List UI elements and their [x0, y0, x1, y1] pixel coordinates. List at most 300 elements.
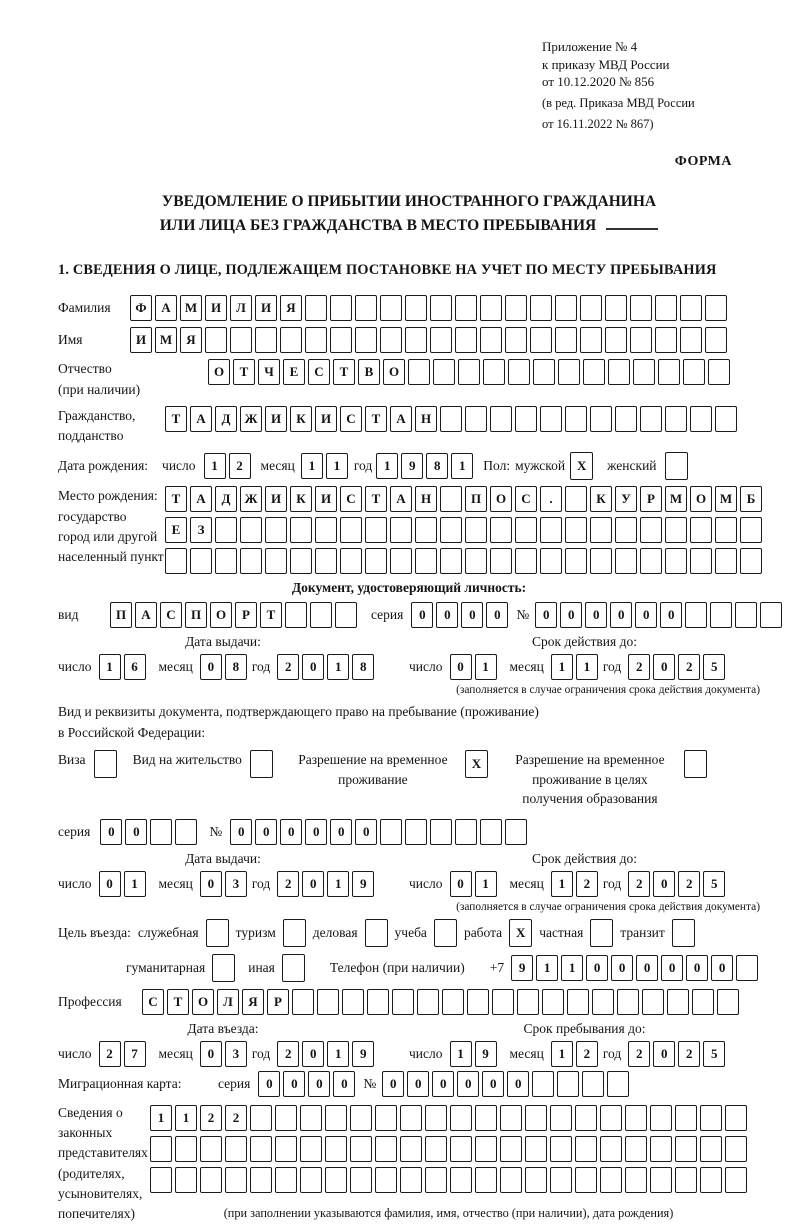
char-cell[interactable] — [405, 327, 427, 353]
char-cell[interactable] — [480, 819, 502, 845]
char-cell[interactable]: С — [515, 486, 537, 512]
char-cell[interactable] — [240, 517, 262, 543]
purpose-work-checkbox[interactable]: X — [509, 919, 532, 947]
char-cell[interactable] — [205, 327, 227, 353]
char-cell[interactable]: 0 — [457, 1071, 479, 1097]
char-cell[interactable] — [380, 295, 402, 321]
char-cell[interactable]: У — [615, 486, 637, 512]
char-cell[interactable]: 2 — [628, 1041, 650, 1067]
char-cell[interactable] — [250, 1136, 272, 1162]
char-cell[interactable]: Р — [640, 486, 662, 512]
char-cell[interactable] — [475, 1167, 497, 1193]
sex-female-checkbox[interactable] — [665, 452, 688, 480]
char-cell[interactable]: Я — [242, 989, 264, 1015]
char-cell[interactable]: А — [135, 602, 157, 628]
char-cell[interactable] — [275, 1105, 297, 1131]
char-cell[interactable] — [505, 295, 527, 321]
char-cell[interactable] — [225, 1167, 247, 1193]
char-cell[interactable] — [607, 1071, 629, 1097]
char-cell[interactable]: О — [210, 602, 232, 628]
char-cell[interactable] — [557, 1071, 579, 1097]
char-cell[interactable] — [325, 1105, 347, 1131]
char-cell[interactable] — [300, 1167, 322, 1193]
char-cell[interactable] — [515, 548, 537, 574]
char-cell[interactable] — [417, 989, 439, 1015]
char-cell[interactable]: О — [490, 486, 512, 512]
char-cell[interactable]: 5 — [703, 654, 725, 680]
char-cell[interactable]: 0 — [586, 955, 608, 981]
char-cell[interactable] — [515, 517, 537, 543]
char-cell[interactable] — [440, 517, 462, 543]
char-cell[interactable] — [685, 602, 707, 628]
char-cell[interactable] — [500, 1167, 522, 1193]
char-cell[interactable] — [265, 548, 287, 574]
char-cell[interactable]: 0 — [258, 1071, 280, 1097]
char-cell[interactable]: 1 — [451, 453, 473, 479]
char-cell[interactable] — [700, 1167, 722, 1193]
char-cell[interactable]: 8 — [426, 453, 448, 479]
residence-permit-checkbox[interactable] — [250, 750, 273, 778]
char-cell[interactable]: 9 — [352, 1041, 374, 1067]
char-cell[interactable]: Ф — [130, 295, 152, 321]
char-cell[interactable]: Т — [260, 602, 282, 628]
char-cell[interactable]: 0 — [535, 602, 557, 628]
char-cell[interactable] — [265, 517, 287, 543]
char-cell[interactable]: 0 — [200, 654, 222, 680]
char-cell[interactable] — [200, 1136, 222, 1162]
char-cell[interactable] — [650, 1136, 672, 1162]
char-cell[interactable]: Т — [365, 406, 387, 432]
char-cell[interactable]: Т — [167, 989, 189, 1015]
char-cell[interactable] — [575, 1136, 597, 1162]
char-cell[interactable] — [467, 989, 489, 1015]
char-cell[interactable]: 0 — [486, 602, 508, 628]
char-cell[interactable] — [642, 989, 664, 1015]
char-cell[interactable]: 0 — [100, 819, 122, 845]
char-cell[interactable]: 2 — [576, 1041, 598, 1067]
char-cell[interactable]: 0 — [99, 871, 121, 897]
char-cell[interactable] — [465, 548, 487, 574]
char-cell[interactable] — [490, 406, 512, 432]
char-cell[interactable] — [315, 517, 337, 543]
char-cell[interactable] — [565, 548, 587, 574]
char-cell[interactable] — [490, 548, 512, 574]
char-cell[interactable] — [540, 548, 562, 574]
char-cell[interactable]: 2 — [99, 1041, 121, 1067]
char-cell[interactable]: Д — [215, 486, 237, 512]
char-cell[interactable]: 0 — [230, 819, 252, 845]
char-cell[interactable]: 0 — [635, 602, 657, 628]
char-cell[interactable] — [500, 1105, 522, 1131]
char-cell[interactable] — [275, 1136, 297, 1162]
char-cell[interactable]: 1 — [475, 654, 497, 680]
char-cell[interactable] — [650, 1167, 672, 1193]
char-cell[interactable] — [280, 327, 302, 353]
char-cell[interactable] — [508, 359, 530, 385]
char-cell[interactable]: 1 — [175, 1105, 197, 1131]
char-cell[interactable] — [390, 517, 412, 543]
char-cell[interactable]: М — [715, 486, 737, 512]
char-cell[interactable]: 3 — [225, 871, 247, 897]
char-cell[interactable] — [565, 406, 587, 432]
purpose-business-checkbox[interactable] — [365, 919, 388, 947]
char-cell[interactable]: 0 — [200, 1041, 222, 1067]
char-cell[interactable] — [615, 517, 637, 543]
char-cell[interactable] — [190, 548, 212, 574]
char-cell[interactable]: Л — [217, 989, 239, 1015]
char-cell[interactable] — [230, 327, 252, 353]
char-cell[interactable] — [680, 327, 702, 353]
char-cell[interactable]: 0 — [333, 1071, 355, 1097]
char-cell[interactable]: 2 — [678, 871, 700, 897]
purpose-other-checkbox[interactable] — [282, 954, 305, 982]
char-cell[interactable] — [640, 406, 662, 432]
char-cell[interactable]: Р — [267, 989, 289, 1015]
char-cell[interactable]: И — [265, 406, 287, 432]
char-cell[interactable] — [390, 548, 412, 574]
char-cell[interactable]: И — [315, 486, 337, 512]
char-cell[interactable] — [450, 1136, 472, 1162]
char-cell[interactable] — [492, 989, 514, 1015]
char-cell[interactable] — [605, 295, 627, 321]
char-cell[interactable] — [650, 1105, 672, 1131]
char-cell[interactable] — [665, 517, 687, 543]
char-cell[interactable]: 0 — [280, 819, 302, 845]
temporary-residence-education-checkbox[interactable] — [684, 750, 707, 778]
char-cell[interactable] — [690, 406, 712, 432]
char-cell[interactable]: 5 — [703, 1041, 725, 1067]
purpose-study-checkbox[interactable] — [434, 919, 457, 947]
char-cell[interactable]: 1 — [124, 871, 146, 897]
purpose-transit-checkbox[interactable] — [672, 919, 695, 947]
char-cell[interactable]: 0 — [355, 819, 377, 845]
char-cell[interactable]: С — [340, 406, 362, 432]
char-cell[interactable] — [705, 327, 727, 353]
char-cell[interactable]: З — [190, 517, 212, 543]
char-cell[interactable]: С — [340, 486, 362, 512]
char-cell[interactable]: 1 — [327, 1041, 349, 1067]
char-cell[interactable] — [150, 819, 172, 845]
char-cell[interactable]: 2 — [229, 453, 251, 479]
char-cell[interactable] — [667, 989, 689, 1015]
char-cell[interactable] — [715, 517, 737, 543]
char-cell[interactable] — [683, 359, 705, 385]
char-cell[interactable] — [625, 1136, 647, 1162]
char-cell[interactable]: Б — [740, 486, 762, 512]
char-cell[interactable] — [583, 359, 605, 385]
char-cell[interactable] — [665, 406, 687, 432]
char-cell[interactable] — [705, 295, 727, 321]
char-cell[interactable] — [215, 517, 237, 543]
char-cell[interactable]: 0 — [585, 602, 607, 628]
char-cell[interactable] — [433, 359, 455, 385]
char-cell[interactable] — [455, 327, 477, 353]
char-cell[interactable]: 0 — [636, 955, 658, 981]
char-cell[interactable] — [540, 517, 562, 543]
char-cell[interactable] — [455, 819, 477, 845]
char-cell[interactable]: . — [540, 486, 562, 512]
char-cell[interactable]: Я — [180, 327, 202, 353]
char-cell[interactable] — [542, 989, 564, 1015]
char-cell[interactable] — [675, 1167, 697, 1193]
char-cell[interactable] — [365, 517, 387, 543]
char-cell[interactable]: Т — [233, 359, 255, 385]
char-cell[interactable] — [580, 327, 602, 353]
char-cell[interactable]: 5 — [703, 871, 725, 897]
char-cell[interactable]: 1 — [450, 1041, 472, 1067]
char-cell[interactable]: Д — [215, 406, 237, 432]
char-cell[interactable] — [550, 1136, 572, 1162]
char-cell[interactable]: 7 — [124, 1041, 146, 1067]
char-cell[interactable]: 3 — [225, 1041, 247, 1067]
char-cell[interactable] — [392, 989, 414, 1015]
char-cell[interactable] — [310, 602, 332, 628]
char-cell[interactable]: Л — [230, 295, 252, 321]
char-cell[interactable] — [490, 517, 512, 543]
char-cell[interactable] — [430, 295, 452, 321]
char-cell[interactable] — [740, 548, 762, 574]
purpose-tourism-checkbox[interactable] — [283, 919, 306, 947]
char-cell[interactable]: 2 — [576, 871, 598, 897]
char-cell[interactable] — [425, 1136, 447, 1162]
char-cell[interactable] — [290, 517, 312, 543]
char-cell[interactable]: 8 — [352, 654, 374, 680]
char-cell[interactable] — [480, 327, 502, 353]
char-cell[interactable] — [175, 1167, 197, 1193]
char-cell[interactable]: О — [690, 486, 712, 512]
char-cell[interactable]: 0 — [432, 1071, 454, 1097]
char-cell[interactable]: Е — [165, 517, 187, 543]
char-cell[interactable]: 0 — [610, 602, 632, 628]
char-cell[interactable]: 1 — [551, 654, 573, 680]
char-cell[interactable] — [630, 295, 652, 321]
char-cell[interactable]: 6 — [124, 654, 146, 680]
char-cell[interactable]: 1 — [301, 453, 323, 479]
char-cell[interactable] — [367, 989, 389, 1015]
char-cell[interactable]: 1 — [326, 453, 348, 479]
char-cell[interactable] — [558, 359, 580, 385]
char-cell[interactable]: М — [180, 295, 202, 321]
char-cell[interactable] — [440, 548, 462, 574]
char-cell[interactable] — [375, 1136, 397, 1162]
char-cell[interactable] — [530, 295, 552, 321]
char-cell[interactable]: 1 — [576, 654, 598, 680]
char-cell[interactable] — [415, 517, 437, 543]
visa-checkbox[interactable] — [94, 750, 117, 778]
char-cell[interactable]: П — [110, 602, 132, 628]
char-cell[interactable]: Т — [165, 486, 187, 512]
char-cell[interactable] — [405, 295, 427, 321]
char-cell[interactable] — [450, 1167, 472, 1193]
char-cell[interactable]: С — [308, 359, 330, 385]
char-cell[interactable] — [640, 517, 662, 543]
char-cell[interactable] — [555, 295, 577, 321]
char-cell[interactable] — [290, 548, 312, 574]
char-cell[interactable]: 0 — [330, 819, 352, 845]
char-cell[interactable] — [480, 295, 502, 321]
char-cell[interactable] — [525, 1136, 547, 1162]
char-cell[interactable]: 0 — [302, 871, 324, 897]
char-cell[interactable]: 0 — [411, 602, 433, 628]
char-cell[interactable] — [530, 327, 552, 353]
char-cell[interactable] — [300, 1105, 322, 1131]
char-cell[interactable] — [575, 1167, 597, 1193]
char-cell[interactable]: 2 — [200, 1105, 222, 1131]
char-cell[interactable]: 1 — [561, 955, 583, 981]
char-cell[interactable]: 0 — [450, 654, 472, 680]
char-cell[interactable] — [690, 517, 712, 543]
char-cell[interactable] — [550, 1167, 572, 1193]
char-cell[interactable] — [760, 602, 782, 628]
char-cell[interactable] — [625, 1105, 647, 1131]
char-cell[interactable] — [355, 327, 377, 353]
char-cell[interactable]: Т — [365, 486, 387, 512]
char-cell[interactable]: Р — [235, 602, 257, 628]
char-cell[interactable]: 1 — [204, 453, 226, 479]
char-cell[interactable]: В — [358, 359, 380, 385]
char-cell[interactable] — [658, 359, 680, 385]
char-cell[interactable] — [317, 989, 339, 1015]
char-cell[interactable] — [700, 1136, 722, 1162]
char-cell[interactable]: 2 — [277, 871, 299, 897]
char-cell[interactable]: О — [208, 359, 230, 385]
char-cell[interactable] — [500, 1136, 522, 1162]
char-cell[interactable]: 0 — [653, 871, 675, 897]
char-cell[interactable] — [150, 1167, 172, 1193]
char-cell[interactable]: 1 — [536, 955, 558, 981]
char-cell[interactable] — [355, 295, 377, 321]
char-cell[interactable] — [340, 548, 362, 574]
char-cell[interactable] — [400, 1105, 422, 1131]
char-cell[interactable]: 0 — [200, 871, 222, 897]
char-cell[interactable] — [255, 327, 277, 353]
char-cell[interactable]: 1 — [150, 1105, 172, 1131]
char-cell[interactable] — [517, 989, 539, 1015]
char-cell[interactable] — [505, 819, 527, 845]
char-cell[interactable]: И — [130, 327, 152, 353]
char-cell[interactable]: К — [290, 406, 312, 432]
char-cell[interactable] — [690, 548, 712, 574]
char-cell[interactable] — [375, 1105, 397, 1131]
char-cell[interactable]: 0 — [653, 654, 675, 680]
char-cell[interactable]: 0 — [507, 1071, 529, 1097]
char-cell[interactable] — [608, 359, 630, 385]
char-cell[interactable] — [605, 327, 627, 353]
char-cell[interactable] — [717, 989, 739, 1015]
char-cell[interactable] — [425, 1105, 447, 1131]
char-cell[interactable]: 9 — [511, 955, 533, 981]
char-cell[interactable]: К — [290, 486, 312, 512]
char-cell[interactable] — [350, 1167, 372, 1193]
char-cell[interactable] — [375, 1167, 397, 1193]
char-cell[interactable]: 0 — [450, 871, 472, 897]
char-cell[interactable]: 1 — [551, 871, 573, 897]
char-cell[interactable] — [565, 486, 587, 512]
char-cell[interactable] — [305, 327, 327, 353]
char-cell[interactable]: 0 — [611, 955, 633, 981]
char-cell[interactable] — [440, 406, 462, 432]
char-cell[interactable] — [380, 327, 402, 353]
char-cell[interactable]: 0 — [461, 602, 483, 628]
char-cell[interactable]: А — [390, 406, 412, 432]
char-cell[interactable]: 0 — [305, 819, 327, 845]
char-cell[interactable] — [275, 1167, 297, 1193]
char-cell[interactable] — [525, 1167, 547, 1193]
char-cell[interactable] — [540, 406, 562, 432]
char-cell[interactable] — [625, 1167, 647, 1193]
char-cell[interactable] — [675, 1136, 697, 1162]
char-cell[interactable] — [475, 1136, 497, 1162]
char-cell[interactable] — [600, 1105, 622, 1131]
char-cell[interactable] — [215, 548, 237, 574]
char-cell[interactable] — [630, 327, 652, 353]
char-cell[interactable]: 9 — [401, 453, 423, 479]
char-cell[interactable] — [505, 327, 527, 353]
char-cell[interactable] — [590, 517, 612, 543]
char-cell[interactable] — [442, 989, 464, 1015]
char-cell[interactable] — [335, 602, 357, 628]
char-cell[interactable]: О — [192, 989, 214, 1015]
char-cell[interactable] — [725, 1105, 747, 1131]
char-cell[interactable] — [240, 548, 262, 574]
char-cell[interactable] — [450, 1105, 472, 1131]
char-cell[interactable] — [350, 1105, 372, 1131]
char-cell[interactable] — [615, 548, 637, 574]
sex-male-checkbox[interactable]: X — [570, 452, 593, 480]
char-cell[interactable] — [165, 548, 187, 574]
char-cell[interactable] — [250, 1105, 272, 1131]
char-cell[interactable]: 0 — [255, 819, 277, 845]
char-cell[interactable]: 1 — [551, 1041, 573, 1067]
char-cell[interactable] — [305, 295, 327, 321]
char-cell[interactable]: 1 — [475, 871, 497, 897]
char-cell[interactable] — [592, 989, 614, 1015]
char-cell[interactable] — [330, 295, 352, 321]
char-cell[interactable]: 0 — [302, 1041, 324, 1067]
char-cell[interactable]: К — [590, 486, 612, 512]
char-cell[interactable] — [655, 327, 677, 353]
char-cell[interactable]: 0 — [660, 602, 682, 628]
char-cell[interactable] — [175, 1136, 197, 1162]
char-cell[interactable] — [200, 1167, 222, 1193]
char-cell[interactable]: 0 — [407, 1071, 429, 1097]
char-cell[interactable]: 0 — [653, 1041, 675, 1067]
char-cell[interactable]: А — [390, 486, 412, 512]
char-cell[interactable]: 0 — [711, 955, 733, 981]
char-cell[interactable]: 1 — [327, 871, 349, 897]
char-cell[interactable] — [342, 989, 364, 1015]
char-cell[interactable] — [640, 548, 662, 574]
char-cell[interactable] — [225, 1136, 247, 1162]
char-cell[interactable] — [525, 1105, 547, 1131]
char-cell[interactable] — [465, 406, 487, 432]
char-cell[interactable] — [708, 359, 730, 385]
char-cell[interactable]: Н — [415, 486, 437, 512]
char-cell[interactable] — [425, 1167, 447, 1193]
char-cell[interactable] — [615, 406, 637, 432]
char-cell[interactable]: П — [185, 602, 207, 628]
char-cell[interactable]: С — [142, 989, 164, 1015]
char-cell[interactable] — [617, 989, 639, 1015]
char-cell[interactable]: 0 — [308, 1071, 330, 1097]
char-cell[interactable] — [590, 548, 612, 574]
char-cell[interactable] — [175, 819, 197, 845]
char-cell[interactable]: Ж — [240, 486, 262, 512]
char-cell[interactable] — [633, 359, 655, 385]
char-cell[interactable]: Е — [283, 359, 305, 385]
char-cell[interactable] — [692, 989, 714, 1015]
char-cell[interactable]: 1 — [376, 453, 398, 479]
